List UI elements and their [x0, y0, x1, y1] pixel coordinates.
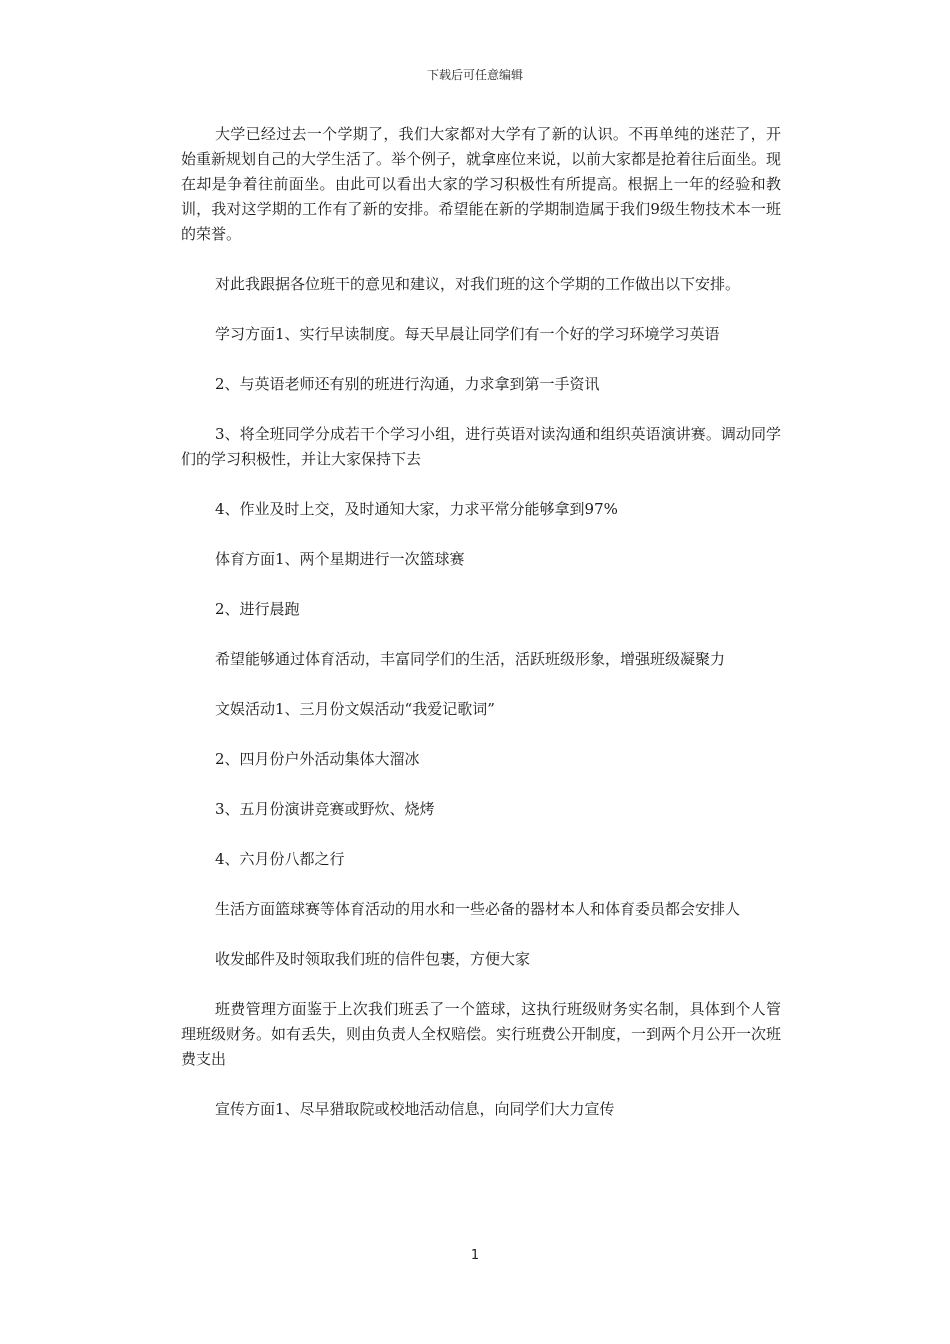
paragraph-intro: 大学已经过去一个学期了，我们大家都对大学有了新的认识。不再单纯的迷茫了，开始重新规划自己的大学生活了。举个例子，就拿座位来说，以前大家都是抢着往后面坐。现在却是争着往前面坐。由此可以看出大家的学习积极性有所提高。根据上一年的经验和教训，我对这学期的工作有了新的安排。希望能在新的学期制造属于我们9级生物技术本一班的荣誉。 [181, 125, 782, 243]
paragraph-study-1: 学习方面1、实行早读制度。每天早晨让同学们有一个好的学习环境学习英语 [215, 325, 720, 343]
paragraph-study-4: 4、作业及时上交，及时通知大家，力求平常分能够拿到97% [215, 500, 618, 518]
paragraph-study-3: 3、将全班同学分成若干个学习小组，进行英语对读沟通和组织英语演讲赛。调动同学们的学习积极性，并让大家保持下去 [181, 425, 781, 468]
page-header: 下载后可任意编辑 [426, 68, 523, 82]
paragraph-sports-1: 体育方面1、两个星期进行一次篮球赛 [215, 550, 465, 568]
paragraph-publicity-1: 宣传方面1、尽早猎取院或校地活动信息，向同学们大力宣传 [215, 1100, 615, 1118]
page-number: 1 [470, 1248, 480, 1263]
paragraph-entertainment-3: 3、五月份演讲竞赛或野炊、烧烤 [215, 800, 435, 818]
paragraph-life-2: 收发邮件及时领取我们班的信件包裹，方便大家 [215, 950, 531, 968]
paragraph-entertainment-2: 2、四月份户外活动集体大溜冰 [215, 750, 420, 768]
paragraph-sports-2: 2、进行晨跑 [215, 600, 300, 618]
paragraph-finance: 班费管理方面鉴于上次我们班丢了一个篮球，这执行班级财务实名制，具体到个人管理班级财务。如有丢失，则由负责人全权赔偿。实行班费公开制度，一到两个月公开一次班费支出 [181, 1000, 782, 1068]
paragraph-entertainment-4: 4、六月份八都之行 [215, 850, 345, 868]
paragraph-study-2: 2、与英语老师还有别的班进行沟通，力求拿到第一手资讯 [215, 375, 600, 393]
paragraph-sports-goal: 希望能够通过体育活动，丰富同学们的生活，活跃班级形象，增强班级凝聚力 [215, 650, 726, 668]
paragraph-arrangement: 对此我跟据各位班干的意见和建议，对我们班的这个学期的工作做出以下安排。 [215, 275, 741, 293]
paragraph-entertainment-1: 文娱活动1、三月份文娱活动“我爱记歌词” [215, 700, 495, 718]
paragraph-life-1: 生活方面篮球赛等体育活动的用水和一些必备的器材本人和体育委员都会安排人 [215, 900, 741, 918]
document-body [181, 122, 781, 1147]
